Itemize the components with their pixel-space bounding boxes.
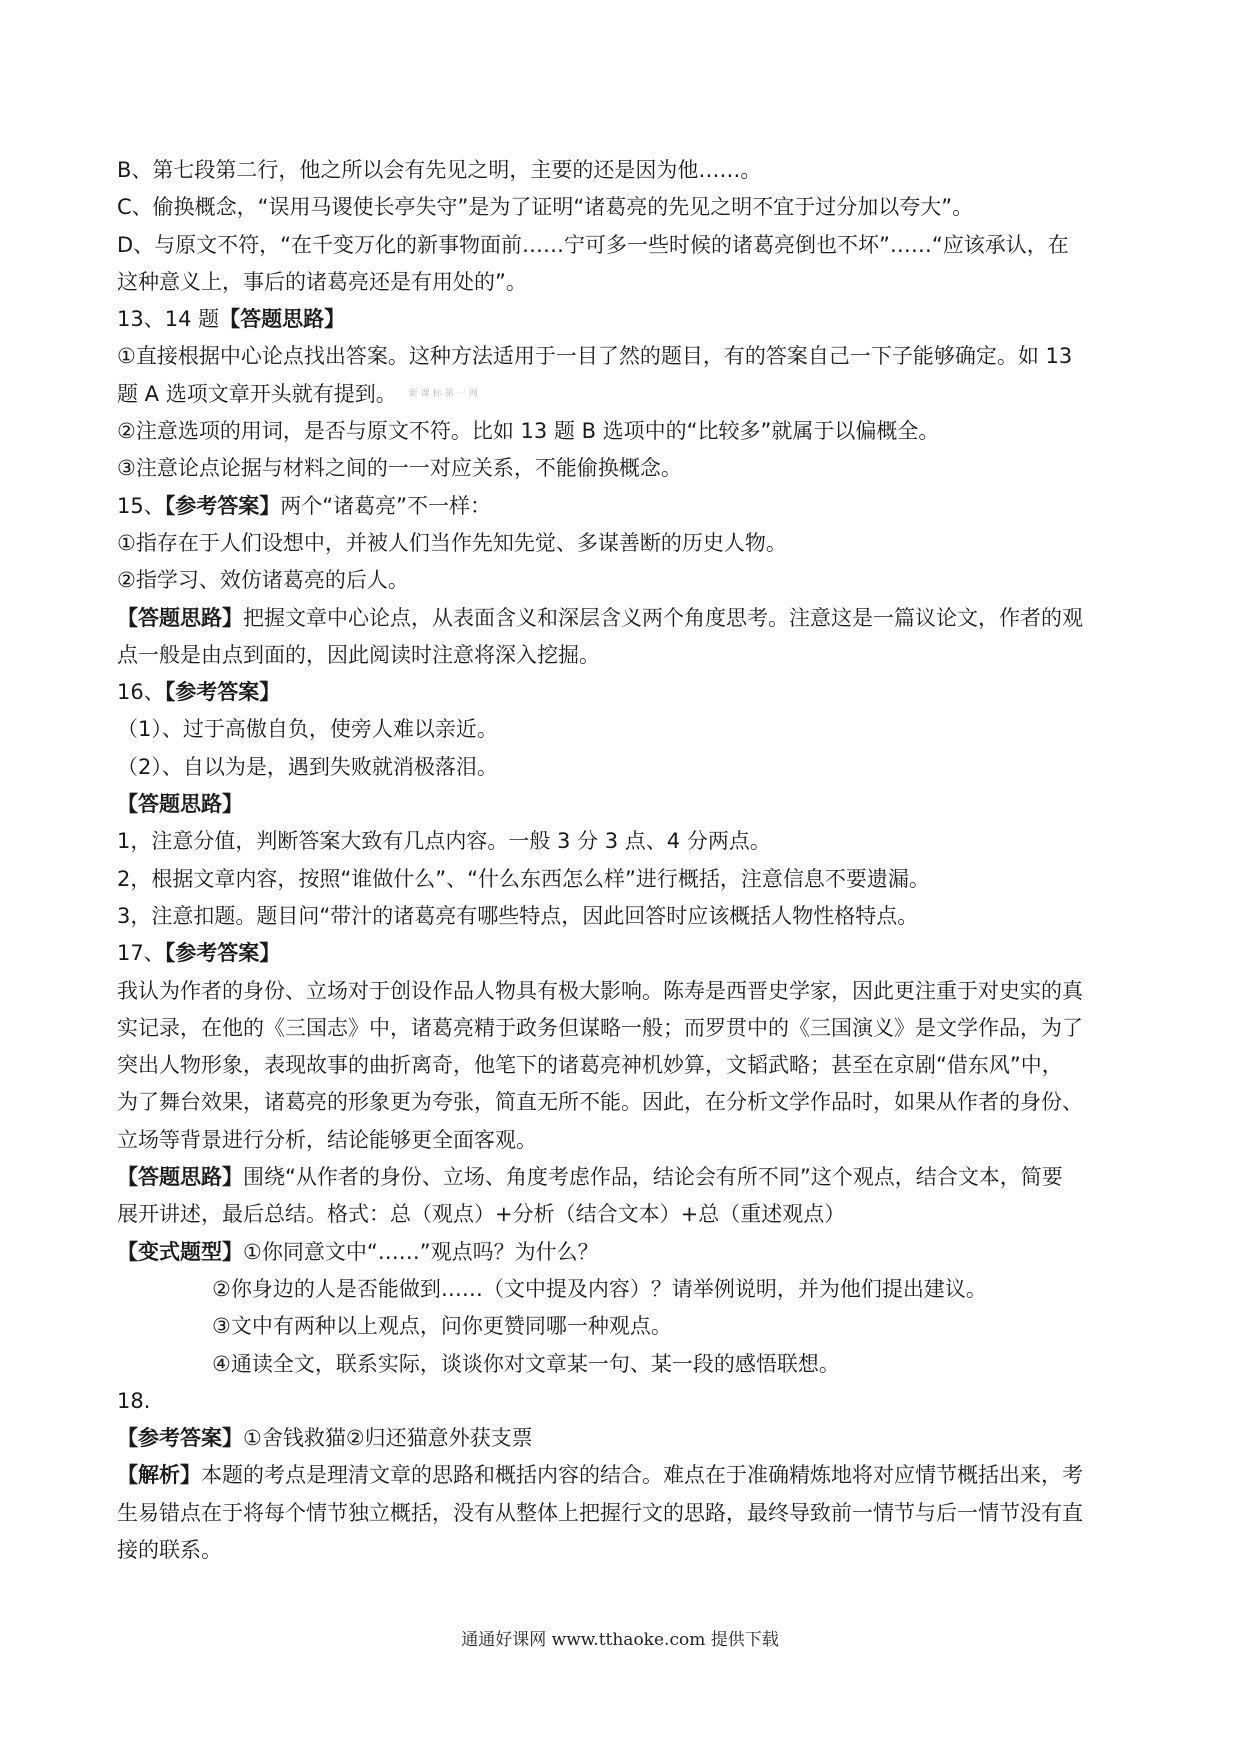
- text-line: B、第七段第二行，他之所以会有先见之明，主要的还是因为他……。: [117, 158, 762, 182]
- text-line: [117, 1420, 1127, 1457]
- text-span: 题 A 选项文章开头就有提到。: [117, 381, 397, 406]
- text-span: 本题的考点是理清文章的思路和概括内容的结合。难点在于准确精炼地将对应情节概括出来，考: [201, 1463, 1083, 1488]
- text-line: 生易错点在于将每个情节独立概括，没有从整体上把握行文的思路，最终导致前一情节与后一情节没有直: [117, 1500, 1083, 1525]
- text-line: ②注意选项的用词，是否与原文不符。比如 13 题 B 选项中的“比较多”就属于以偏概全。: [117, 419, 940, 444]
- text-line: （2）、自以为是，遇到失败就消极落泪。: [117, 754, 498, 779]
- question-number: 16、: [117, 680, 165, 705]
- label-reference-answer: 【参考答案】: [117, 1426, 243, 1451]
- text-line: 这种意义上，事后的诸葛亮还是有用处的”。: [117, 269, 527, 294]
- text-line: 突出人物形象，表现故事的曲折离奇，他笔下的诸葛亮神机妙算，文韬武略；甚至在京剧“借东风”中，: [117, 1053, 1063, 1078]
- section-heading-13-14: [117, 301, 1127, 338]
- text-span: 围绕“从作者的身份、立场、角度考虑作品，结论会有所不同”这个观点，结合文本，简要: [243, 1165, 1063, 1190]
- text-line: ①指存在于人们设想中，并被人们当作先知先觉、多谋善断的历史人物。: [117, 530, 787, 555]
- text-line: 展开讲述，最后总结。格式：总（观点）+分析（结合文本）+总（重述观点）: [117, 1202, 846, 1227]
- text-line: [117, 600, 1127, 637]
- section-heading-15: [117, 488, 1127, 525]
- section-heading-17: [117, 935, 1127, 972]
- text-line: C、偷换概念，“误用马谡使长亭失守”是为了证明“诸葛亮的先见之明不宜于过分加以夸大”。: [117, 195, 974, 220]
- watermark-text: 新课标第一网: [408, 389, 481, 400]
- text-span: 两个“诸葛亮”不一样：: [280, 493, 491, 518]
- text-line: ②指学习、效仿诸葛亮的后人。: [117, 568, 409, 593]
- label-variant-question: 【变式题型】: [117, 1239, 243, 1264]
- label-answer-approach: 【答题思路】: [117, 605, 243, 630]
- section-heading-16: [117, 674, 1127, 711]
- text-line: [117, 376, 1127, 413]
- text-line: 2，根据文章内容，按照“谁做什么”、“什么东西怎么样”进行概括，注意信息不要遗漏。: [117, 866, 930, 891]
- question-number: 15、: [117, 493, 165, 518]
- label-answer-approach: 【答题思路】: [117, 792, 243, 817]
- text-line: D、与原文不符，“在千变万化的新事物面前……宁可多一些时候的诸葛亮倒也不坏”……“应该承认，在: [117, 232, 1069, 257]
- question-number: 13、14 题: [117, 307, 220, 332]
- text-line: [117, 1457, 1127, 1494]
- label-reference-answer: 【参考答案】: [164, 493, 281, 518]
- text-span: 把握文章中心论点，从表面含义和深层含义两个角度思考。注意这是一篇议论文，作者的观: [243, 605, 1083, 630]
- question-number: 17、: [117, 941, 165, 966]
- text-line: 点一般是由点到面的，因此阅读时注意将深入挖掘。: [117, 642, 600, 667]
- label-answer-approach: 【答题思路】: [219, 307, 346, 332]
- text-line: 接的联系。: [117, 1537, 222, 1562]
- text-span: ①舍钱救猫②归还猫意外获支票: [243, 1426, 533, 1451]
- text-line: （1）、过于高傲自负，使旁人难以亲近。: [117, 717, 498, 742]
- label-reference-answer: 【参考答案】: [164, 941, 281, 966]
- page-footer: 通通好课网 www.tthaoke.com 提供下载: [461, 1630, 779, 1650]
- document-body: [117, 152, 1127, 1569]
- label-answer-approach: 【答题思路】: [117, 1165, 243, 1190]
- label-analysis: 【解析】: [117, 1463, 201, 1488]
- text-line: ③注意论点论据与材料之间的一一对应关系，不能偷换概念。: [117, 456, 682, 481]
- text-line: ④通读全文，联系实际，谈谈你对文章某一句、某一段的感悟联想。: [212, 1351, 840, 1376]
- text-line: 我认为作者的身份、立场对于创设作品人物具有极大影响。陈寿是西晋史学家，因此更注重于对史实的真: [117, 978, 1083, 1003]
- text-line: 为了舞台效果，诸葛亮的形象更为夸张，简直无所不能。因此，在分析文学作品时，如果从作者的身份、: [117, 1090, 1083, 1115]
- question-number: 18.: [117, 1388, 151, 1413]
- text-line: [117, 1159, 1127, 1196]
- text-line: ②你身边的人是否能做到……（文中提及内容）？请举例说明，并为他们提出建议。: [212, 1276, 987, 1301]
- label-reference-answer: 【参考答案】: [164, 680, 281, 705]
- text-line: 立场等背景进行分析，结论能够更全面客观。: [117, 1127, 537, 1152]
- text-line: ①直接根据中心论点找出答案。这种方法适用于一目了然的题目，有的答案自己一下子能够确定。如 13: [117, 344, 1073, 369]
- text-line: 3，注意扣题。题目问“带汁的诸葛亮有哪些特点，因此回答时应该概括人物性格特点。: [117, 903, 919, 928]
- text-line: 1，注意分值，判断答案大致有几点内容。一般 3 分 3 点、4 分两点。: [117, 829, 771, 854]
- text-span: ①你同意文中“……”观点吗？为什么？: [243, 1239, 599, 1264]
- text-line: 实记录，在他的《三国志》中，诸葛亮精于政务但谋略一般；而罗贯中的《三国演义》是文学作品，为了: [117, 1015, 1083, 1040]
- text-line: [117, 1234, 1127, 1271]
- text-line: ③文中有两种以上观点，问你更赞同哪一种观点。: [212, 1314, 672, 1339]
